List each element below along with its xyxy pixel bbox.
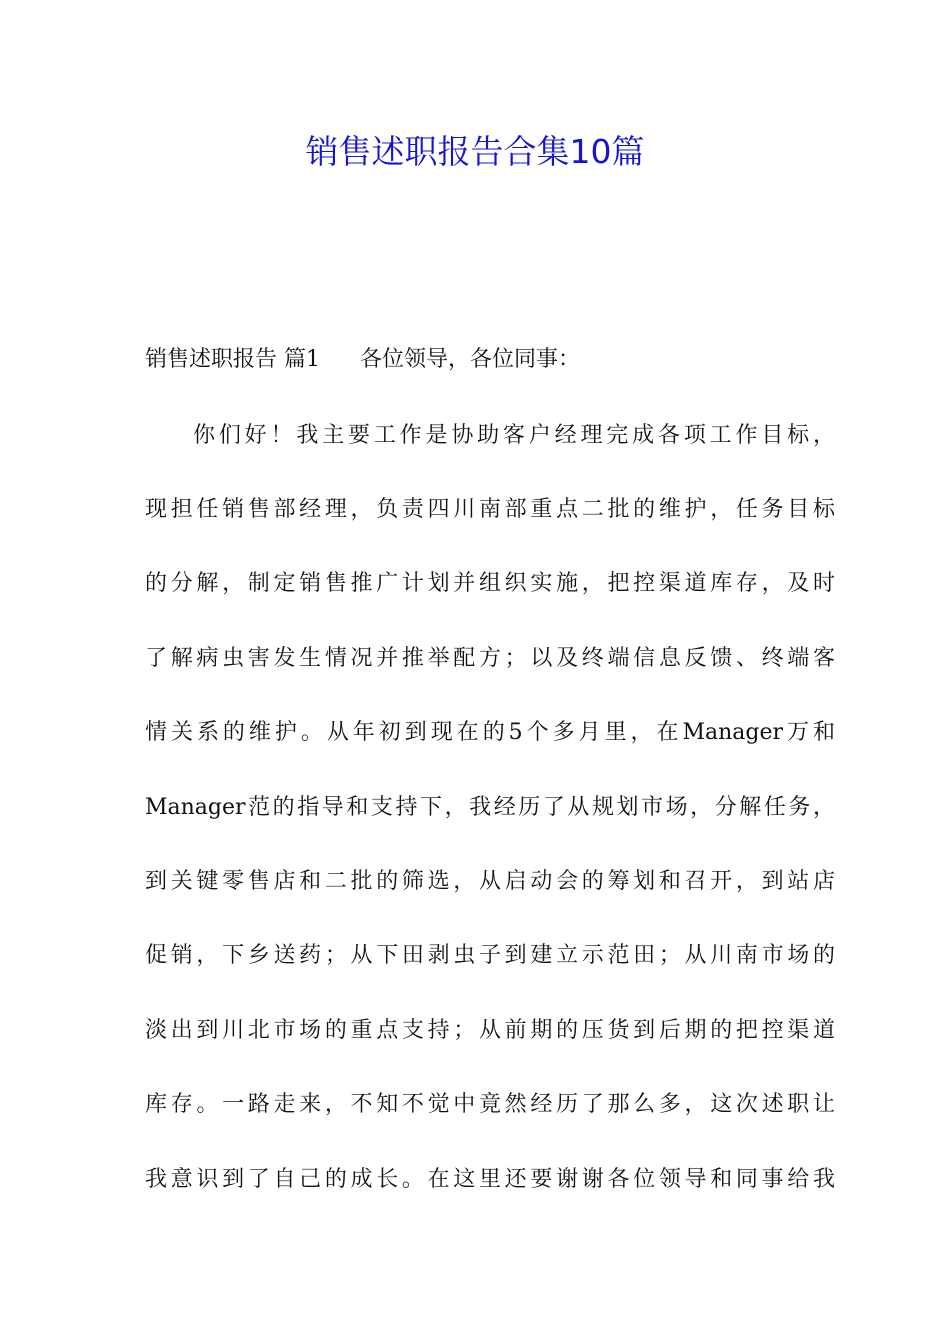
- section-heading: 销售述职报告 篇1: [145, 347, 320, 372]
- paragraph-line: 淡出到川北市场的重点支持；从前期的压货到后期的把控渠道: [145, 1018, 835, 1043]
- section-heading-line: [145, 344, 835, 376]
- paragraph-line: 了解病虫害发生情况并推举配方；以及终端信息反馈、终端客: [145, 646, 835, 671]
- paragraph-line: 库存。一路走来，不知不觉中竟然经历了那么多，这次述职让: [145, 1092, 835, 1117]
- paragraph-line: 的分解，制定销售推广计划并组织实施，把控渠道库存，及时: [145, 571, 835, 596]
- paragraph-line: 到关键零售店和二批的筛选，从启动会的筹划和召开，到站店: [145, 869, 835, 894]
- paragraph-line: 现担任销售部经理，负责四川南部重点二批的维护，任务目标: [145, 497, 835, 522]
- paragraph-line: 情关系的维护。从年初到现在的5个多月里，在Manager万和: [145, 720, 835, 745]
- paragraph-line: 促销，下乡送药；从下田剥虫子到建立示范田；从川南市场的: [145, 943, 835, 968]
- paragraph-line: 你们好！我主要工作是协助客户经理完成各项工作目标，: [193, 423, 835, 448]
- document-title: 销售述职报告合集10篇: [305, 132, 645, 171]
- paragraph-line: 我意识到了自己的成长。在这里还要谢谢各位领导和同事给我: [145, 1167, 835, 1192]
- paragraph-line: Manager范的指导和支持下，我经历了从规划市场，分解任务，: [145, 795, 835, 820]
- salutation: 各位领导，各位同事：: [360, 347, 581, 372]
